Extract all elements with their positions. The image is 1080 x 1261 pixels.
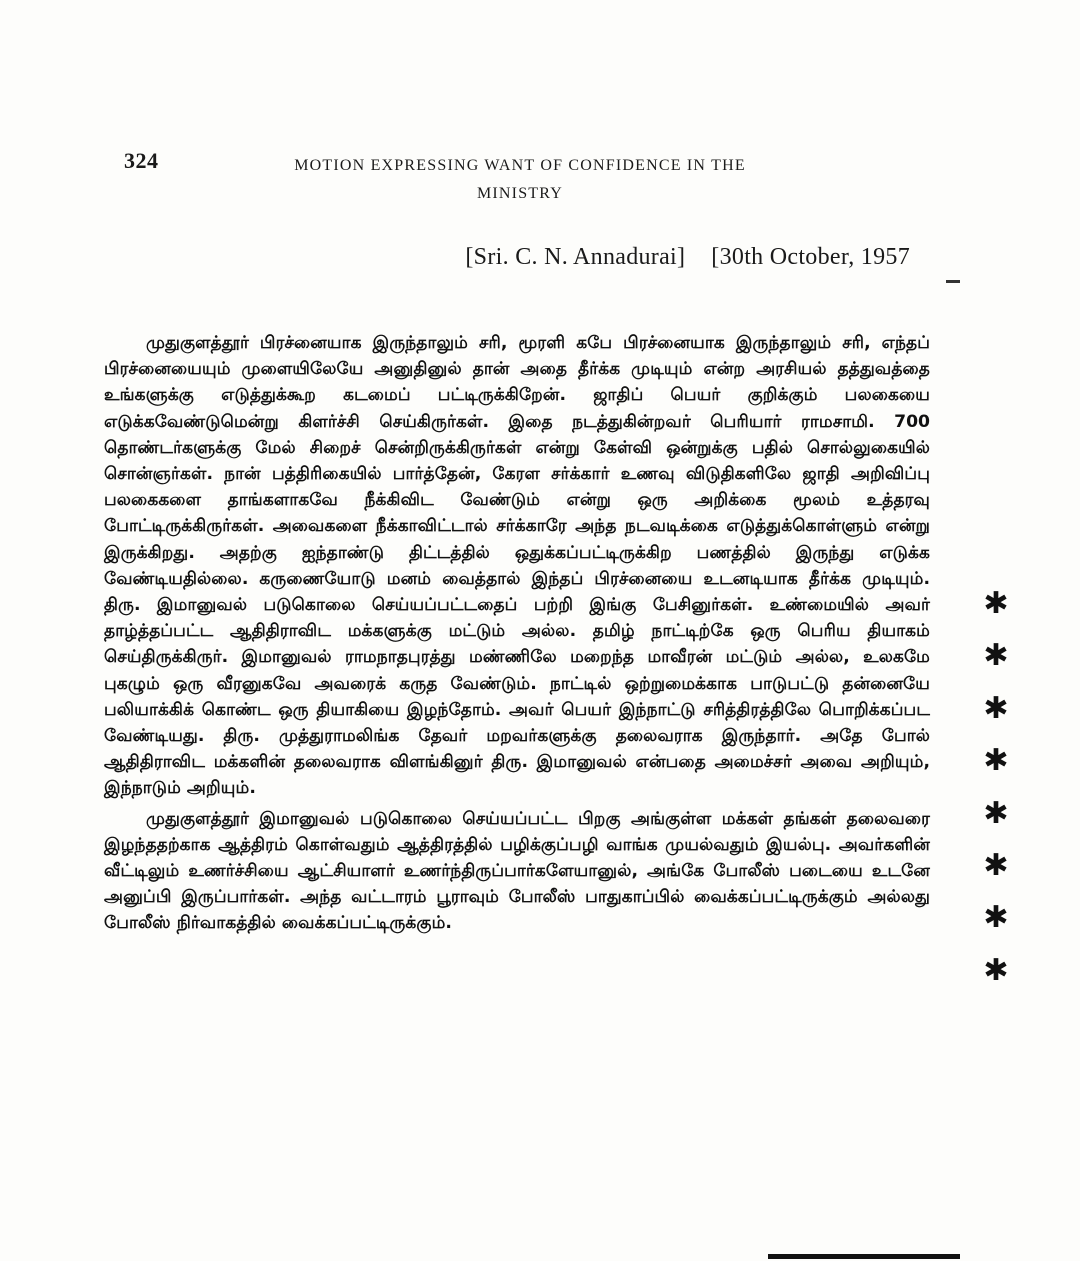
- paragraph: முதுகுளத்தூர் இமானுவல் படுகொலை செய்யப்பட்ட பிறகு அங்குள்ள மக்கள் தங்கள் தலைவரை இழந்ததற்காக ஆத்திரம் கொள்வதும் ஆத்திரத்தில் பழிக்குப்பழி வாங்க முயல்வதும் இயல்பு. அவர்களின் வீட்டிலும் உணர்ச்சியை ஆட்சியாளர் உணர்ந்திருப்பார்களேயானுல், அங்கே போலீஸ் படையை உடனே அனுப்பி இருப்பார்கள். அந்த வட்டாரம் பூராவும் போலீஸ் பாதுகாப்பில் வைக்கப்பட்டிருக்கும் அல்லது போலீஸ் நிர்வாகத்தில் வைக்கப்பட்டிருக்கும்.: [104, 808, 930, 934]
- asterisk-mark: ✱: [983, 847, 1009, 883]
- scan-mark: [946, 280, 960, 283]
- speech-body: [104, 330, 930, 937]
- margin-asterisks: [976, 584, 1016, 1003]
- page-heading: [200, 152, 840, 208]
- heading-line-2: MINISTRY: [476, 185, 564, 202]
- bottom-rule: [768, 1254, 960, 1259]
- asterisk-mark: ✱: [983, 638, 1009, 674]
- asterisk-mark: ✱: [983, 743, 1009, 779]
- asterisk-mark: ✱: [983, 795, 1009, 831]
- asterisk-mark: ✱: [983, 952, 1009, 988]
- page-number: 324: [124, 148, 159, 173]
- heading-line-1: MOTION EXPRESSING WANT OF CONFIDENCE IN THE: [294, 157, 746, 174]
- asterisk-mark: ✱: [983, 586, 1009, 621]
- speech-date: [30th October, 1957: [711, 244, 910, 270]
- asterisk-mark: ✱: [983, 900, 1009, 936]
- speaker-date-line: [465, 244, 910, 271]
- speaker-name: [Sri. C. N. Annadurai]: [465, 244, 686, 270]
- asterisk-mark: ✱: [983, 690, 1009, 726]
- paragraph: முதுகுளத்தூர் பிரச்னையாக இருந்தாலும் சரி, மூரளி கபே பிரச்னையாக இருந்தாலும் சரி, எந்தப் பிரச்னையையும் முளையிலேயே அனுதினுல் தான் அதை தீர்க்க முடியும் என்ற அரசியல் தத்துவத்தை உங்களுக்கு எடுத்துக்கூற கடமைப் பட்டிருக்கிறேன். ஜாதிப் பெயர் குறிக்கும் பலகையை எடுக்கவேண்டுமென்று கிளர்ச்சி செய்கிருர்கள். இதை நடத்துகின்றவர் பெரியார் ராமசாமி. 700 தொண்டர்களுக்கு மேல் சிறைச் சென்றிருக்கிருர்கள் என்று கேள்வி ஒன்றுக்கு பதில் சொல்லுகையில் சொன்ஞர்கள். நான் பத்திரிகையில் பார்த்தேன், கேரள சர்க்கார் உணவு விடுதிகளிலே ஜாதி அறிவிப்பு பலகைகளை தாங்களாகவே நீக்கிவிட வேண்டும் என்று ஒரு அறிக்கை மூலம் உத்தரவு போட்டிருக்கிருர்கள். அவைகளை நீக்காவிட்டால் சர்க்காரே அந்த நடவடிக்கை எடுத்துக்கொள்ளும் என்று இருக்கிறது. அதற்கு ஐந்தாண்டு திட்டத்தில் ஒதுக்கப்பட்டிருக்கிற பணத்தில் இருந்து எடுக்க வேண்டியதில்லை. கருணையோடு மனம் வைத்தால் இந்தப் பிரச்னையை உடனடியாக தீர்க்க முடியும். திரு. இமானுவல் படுகொலை செய்யப்பட்டதைப் பற்றி இங்கு பேசினுர்கள். உண்மையில் அவர் தாழ்த்தப்பட்ட ஆதிதிராவிட மக்களுக்கு மட்டும் அல்ல. தமிழ் நாட்டிற்கே ஒரு பெரிய தியாகம் செய்திருக்கிருர். இமானுவல் ராமநாதபுரத்து மண்ணிலே மறைந்த மாவீரன் மட்டும் அல்ல, உலகமே புகழும் ஒரு வீரனுகவே அவரைக் கருத வேண்டும். நாட்டில் ஒற்றுமைக்காக பாடுபட்டு தன்னையே பலியாக்கிக் கொண்ட ஒரு தியாகியை இழந்தோம். அவர் பெயர் இந்நாட்டு சரித்திரத்திலே பொறிக்கப்பட வேண்டியது. திரு. முத்துராமலிங்க தேவர் மறவர்களுக்கு தலைவராக இருந்தார். அதே போல் ஆதிதிராவிட மக்களின் தலைவராக விளங்கினுர் திரு. இமானுவல் என்பதை அமைச்சர் அவை அறியும், இந்நாடும் அறியும்.: [104, 333, 930, 799]
